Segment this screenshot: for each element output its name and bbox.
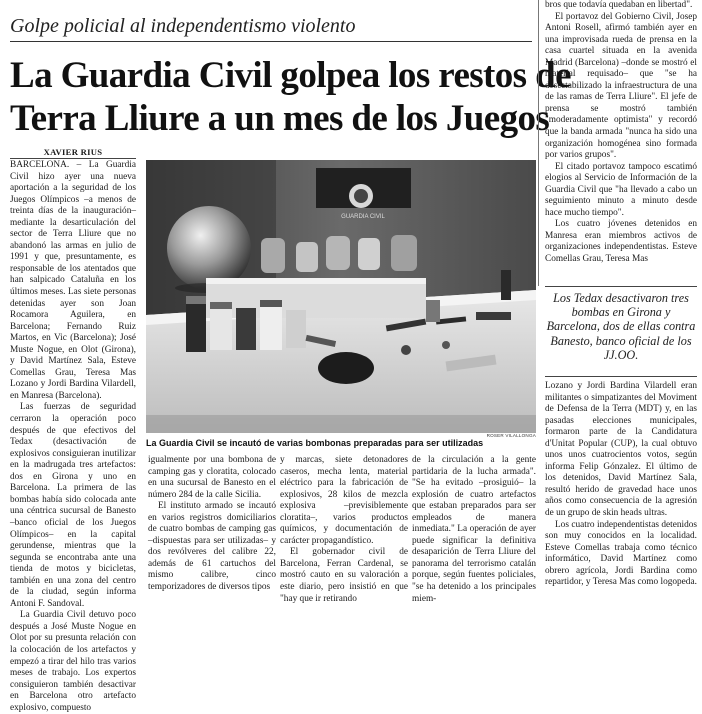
pull-quote: Los Tedax desactivaron tres bombas en Girona y Barcelona, dos de ellas contra Banesto, banco oficial de los JJ.OO. — [546, 291, 696, 362]
paragraph: bros que todavía quedaban en libertad". — [545, 0, 693, 10]
paragraph: El portavoz del Gobierno Civil, Josep Antoni Rosell, afirmó también ayer en una improvisada rueda de prensa en la casa cuartel situada en la avenida Madrid (Barcelona) –donde se mostró el material requisado– que "se ha desestabilizado la infraestructura de una de las ramas de Terra Lliure". El jefe de prensa se mostró también "moderadamente optimista" y recordó que la banda armada "nunca ha sido una organización homogénea sino formada por varios grupos". — [545, 11, 697, 161]
column-rule — [538, 0, 539, 286]
pull-quote-rule-top — [545, 286, 697, 287]
photo — [146, 160, 536, 433]
seized-material-photo — [146, 160, 536, 433]
paragraph: igualmente por una bombona de camping gas y cloratita, colocado en una sucursal de Banesto en el número 284 de la calle Sicilia. — [148, 455, 276, 500]
article-column-3 — [280, 455, 408, 604]
photo-credit: ROSER VILALLONGA — [486, 433, 536, 438]
article-column-right-top — [545, 0, 697, 284]
paragraph: Los cuatro jóvenes detenidos en Manresa eran miembros activos de organizaciones independentistas. Esteve Comellas Grau, Teresa Mas — [545, 219, 697, 265]
kicker: Golpe policial al independentismo violento — [10, 15, 356, 37]
paragraph: El citado portavoz tampoco escatimó elogios al Servicio de Información de la Guardia Civil que "ha llevado a cabo un seguimiento minuto a minuto desde hace mucho tiempo". — [545, 161, 697, 218]
headline — [10, 54, 571, 140]
headline-line-1: La Guardia Civil golpea los restos de — [10, 55, 571, 96]
paragraph: Lozano y Jordi Bardina Vilardell eran militantes o simpatizantes del Moviment de Defensa de la Terra (MDT) y, en las pasadas elecciones municipales, formaron parte de la Candidatura d'Unitat Popular (CUP), la cual obtuvo unos unos cuatrocientos votos, según informa Felip Gónzalez. El último de los detenidos, David Martínez Sala, resultó herido de gravedad hace unos años como consecuencia de la agresión de un grupo de skin heads ultras. — [545, 381, 697, 519]
paragraph: de la circulación a la gente partidaria de la lucha armada". "Se ha evitado –prosiguió– la explosión de cuatro artefactos que estaban preparados para ser empleados de manera inmediata." La operación de ayer puede significar la definitiva desaparición de Terra Lliure del panorama del terrorismo catalán porque, según fuentes policiales, "se ha detenido a los principales miem- — [412, 455, 536, 604]
paragraph: La Guardia Civil detuvo poco después a José Muste Nogue en Olot por su presunta relación con la colocación de los artefactos y empezó a tirar del hilo tras varios meses de trabajo. Los expertos consiguieron también desactivar en Barcelona otro artefacto explosivo, compuesto — [10, 610, 136, 713]
article-column-1 — [10, 160, 136, 713]
paragraph: y marcas, siete detonadores caseros, mecha lenta, material eléctrico para la fabricación de explosivos, 28 kilos de mezcla explosiva –previsiblemente cloratita–, varios productos químicos, y documentación de carácter propagandístico. — [280, 455, 408, 546]
article-column-right-bottom — [545, 381, 697, 588]
byline: XAVIER RIUS — [43, 147, 103, 157]
sign-text: GUARDIA CIVIL — [341, 214, 385, 220]
article-column-4 — [412, 455, 536, 604]
article-column-2 — [148, 455, 276, 593]
paragraph: Las fuerzas de seguridad cerraron la operación poco después de que efectivos del Tedax (desactivación de explosivos consiguieran inutilizar en la madrugada tres artefactos: dos en Girona y uno en Barcelona. La primera de las bombas había sido colocada ante una céntrica sucursal de Banesto –banco oficial de los Juegos Olímpicos– en la capital gerundense, mientras que la segunda se encontraba ante una tienda de motos y bicicletas, también en una zona del centro de la ciudad, según informa Antoni F. Sandoval. — [10, 402, 136, 609]
headline-line-2: Terra Lliure a un mes de los Juegos — [10, 98, 550, 139]
photo-caption: La Guardia Civil se incautó de varias bombonas preparadas para ser utilizadas — [146, 438, 484, 448]
paragraph: BARCELONA. – La Guardia Civil hizo ayer una nueva aportación a la seguridad de los Juegos Olímpicos –a menos de treinta días de la inauguración– mediante la desarticulación del sector de Terra Lliure que no abandonó las armas en julio de 1991 y que, presuntamente, es responsable de los atentados que han salpicado Cataluña en los últimos meses. Las siete personas detenidas ayer son Joan Rocamora Aguilera, en Barcelona; Fernando Ruiz Martos, en Vic (Barcelona); José Muste Nogue, en Olot (Girona), y David Martínez Sala, Esteve Comellas Grau, Teresa Mas Lozano y Jordi Bardina Vilardell, en Manresa (Barcelona). — [10, 160, 136, 401]
paragraph: El gobernador civil de Barcelona, Ferran Cardenal, se mostró cauto en su valoración a este diario, pero insistió en que "hay que ir retirando — [280, 547, 408, 604]
kicker-rule — [10, 41, 532, 42]
pull-quote-rule-bottom — [545, 376, 697, 377]
byline-rule — [10, 158, 136, 159]
paragraph: Los cuatro independentistas detenidos son muy conocidos en la localidad. Esteve Comellas trabaja como técnico informático, David Martínez como obrero agrícola, Jordi Bardina como repartidor, y Teresa Mas como logopeda. — [545, 519, 697, 588]
paragraph: El instituto armado se incautó en varios registros domiciliarios de cuatro bombas de camping gas –dispuestas para ser utilizadas– y dos revólveres del calibre 22, además de 61 cartuchos del mismo calibre, cinco temporizadores de diversos tipos — [148, 501, 276, 593]
